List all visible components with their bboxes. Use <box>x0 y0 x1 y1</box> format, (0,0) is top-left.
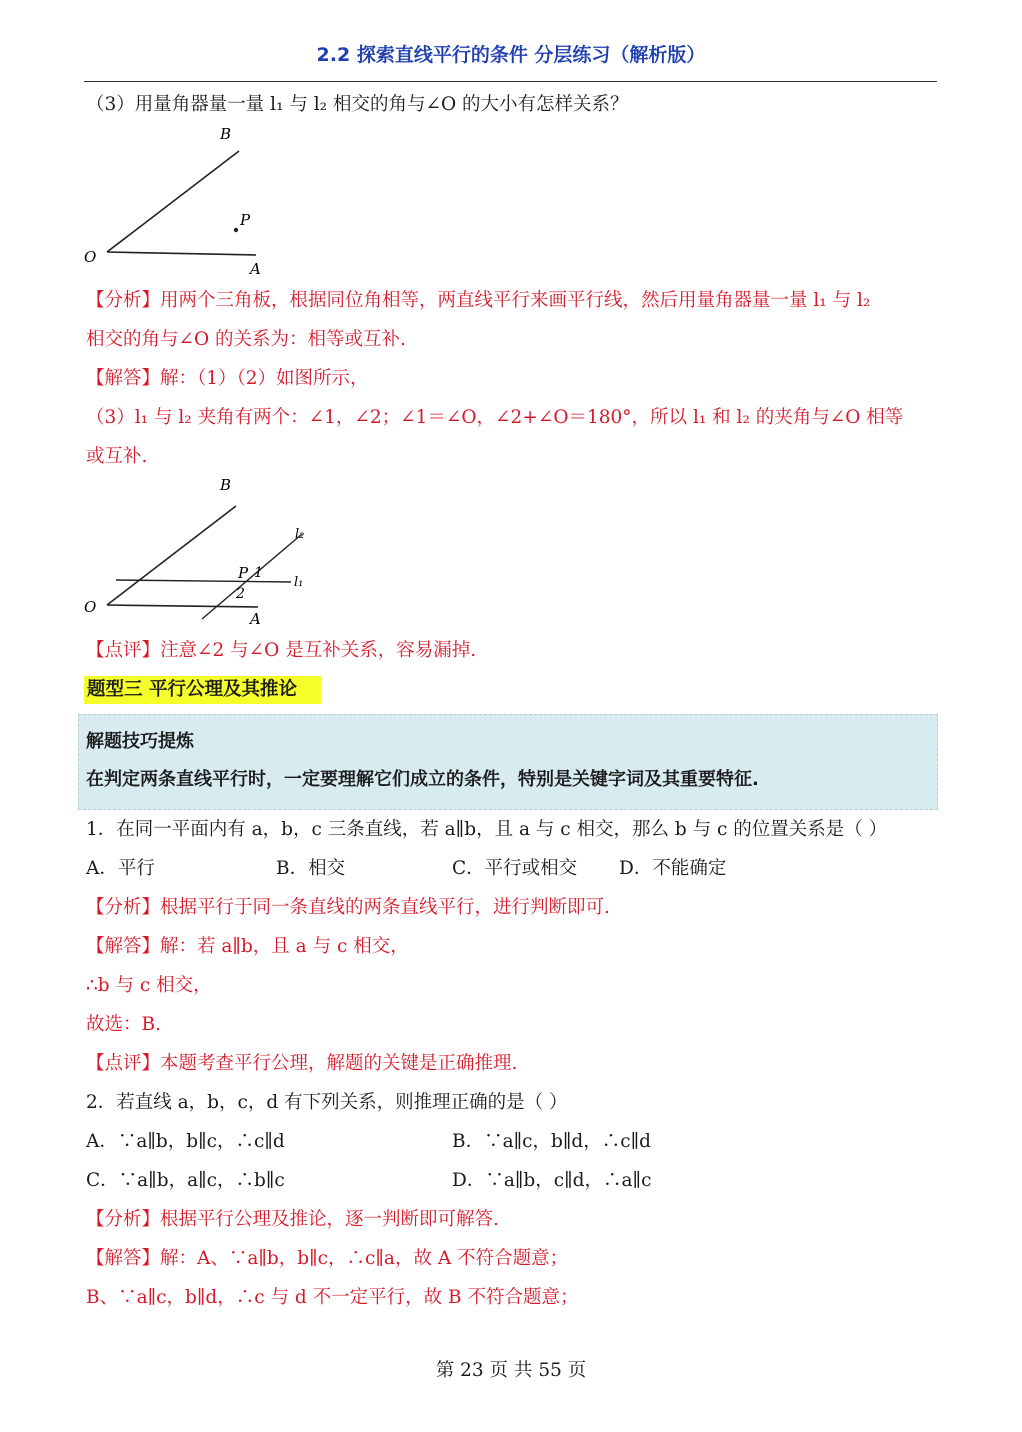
q2-option-b: B．∵a∥c，b∥d，∴c∥d <box>452 1131 652 1152</box>
ray-OB <box>107 506 236 605</box>
problem3-answer-line3: 或互补. <box>86 446 148 467</box>
q2-answer-line2: B、∵a∥c，b∥d，∴c 与 d 不一定平行，故 B 不符合题意； <box>86 1287 579 1308</box>
figure-angle-O <box>76 122 276 282</box>
q2-option-a: A．∵a∥b，b∥c，∴c∥d <box>86 1131 285 1152</box>
q2-stem: 2．若直线 a，b，c，d 有下列关系，则推理正确的是（ ） <box>86 1092 568 1113</box>
point-P <box>234 228 238 232</box>
problem3-question: （3）用量角器量一量 l₁ 与 l₂ 相交的角与∠O 的大小有怎样关系？ <box>86 94 629 115</box>
q2-answer-line1: 【解答】解：A、∵a∥b，b∥c，∴c∥a，故 A 不符合题意； <box>86 1248 569 1269</box>
q2-analysis: 【分析】根据平行公理及推论，逐一判断即可解答. <box>86 1209 499 1230</box>
label-B: B <box>220 476 232 494</box>
tip-text: 在判定两条直线平行时，一定要理解它们成立的条件，特别是关键字词及其重要特征. <box>86 769 759 790</box>
ray-OB <box>107 151 239 252</box>
q2-options-row1 <box>86 1130 946 1154</box>
ray-OA <box>107 252 256 255</box>
page-number: 第 23 页 共 55 页 <box>435 1360 587 1381</box>
problem3-analysis-line2: 相交的角与∠O 的关系为：相等或互补. <box>86 329 406 350</box>
label-angle-1: 1 <box>254 565 263 581</box>
tip-heading: 解题技巧提炼 <box>86 731 194 752</box>
q1-answer-line2: ∴b 与 c 相交， <box>86 975 212 996</box>
q1-analysis: 【分析】根据平行于同一条直线的两条直线平行，进行判断即可. <box>86 897 610 918</box>
problem3-comment: 【点评】注意∠2 与∠O 是互补关系，容易漏掉. <box>86 640 477 661</box>
label-A: A <box>250 260 261 278</box>
q2-option-c: C．∵a∥b，a∥c，∴b∥c <box>86 1170 285 1191</box>
q1-answer-line1: 【解答】解：若 a∥b，且 a 与 c 相交， <box>86 936 409 957</box>
label-P: P <box>238 564 249 582</box>
q1-answer-line3: 故选：B. <box>86 1014 161 1035</box>
q1-options <box>86 857 946 881</box>
label-B: B <box>220 125 232 143</box>
page-header-title: 2.2 探索直线平行的条件 分层练习（解析版） <box>316 44 706 66</box>
q1-option-c: C．平行或相交 <box>452 858 578 879</box>
ray-OA <box>107 605 258 607</box>
label-l1: l₁ <box>294 575 304 590</box>
label-P: P <box>240 211 251 229</box>
label-A: A <box>250 610 261 628</box>
header-divider <box>84 81 937 82</box>
figure-parallel-lines <box>76 472 326 632</box>
section-title: 题型三 平行公理及其推论 <box>84 676 321 704</box>
q2-option-d: D．∵a∥b，c∥d，∴a∥c <box>452 1170 652 1191</box>
label-l2: l₂ <box>295 527 305 542</box>
label-O: O <box>84 248 97 266</box>
label-O: O <box>84 598 97 616</box>
q1-option-b: B．相交 <box>276 858 346 879</box>
q1-option-a: A．平行 <box>86 858 155 879</box>
q1-comment: 【点评】本题考查平行公理，解题的关键是正确推理. <box>86 1053 518 1074</box>
problem3-answer-line1: 【解答】解：（1）（2）如图所示， <box>86 368 369 389</box>
tip-box <box>78 714 938 810</box>
q2-options-row2 <box>86 1169 946 1193</box>
q1-stem: 1．在同一平面内有 a，b，c 三条直线，若 a∥b，且 a 与 c 相交，那么 b 与 c 的位置关系是（ ） <box>86 819 888 840</box>
line-l1 <box>116 580 291 582</box>
label-angle-2: 2 <box>236 586 245 602</box>
problem3-analysis-line1: 【分析】用两个三角板，根据同位角相等，两直线平行来画平行线，然后用量角器量一量 l₁ 与 l₂ <box>86 290 871 311</box>
problem3-answer-line2: （3）l₁ 与 l₂ 夹角有两个：∠1，∠2；∠1＝∠O，∠2+∠O＝180°，所以 l₁ 和 l₂ 的夹角与∠O 相等 <box>86 407 904 428</box>
q1-option-d: D．不能确定 <box>619 858 727 879</box>
